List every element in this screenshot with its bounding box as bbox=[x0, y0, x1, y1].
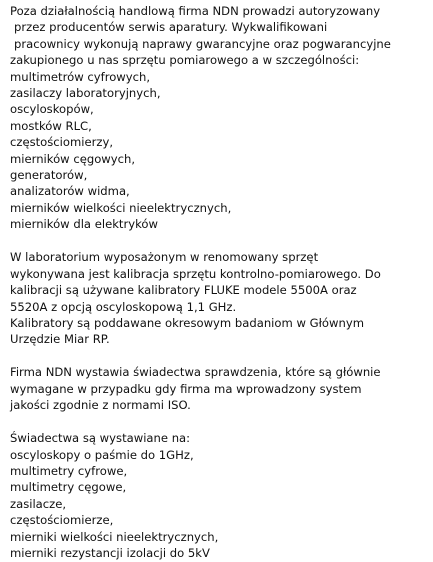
equipment-list bbox=[10, 69, 428, 233]
calibration-line: kalibracji są używane kalibratory FLUKE modele 5500A oraz bbox=[10, 283, 357, 298]
list-item: multimetry cyfrowe, bbox=[10, 463, 128, 478]
calibration-line: Urzędzie Miar RP. bbox=[10, 332, 110, 347]
calibration-paragraph bbox=[10, 249, 428, 347]
list-item: częstościomierzy, bbox=[10, 135, 114, 150]
intro-line: Poza działalnością handlową firma NDN prowadzi autoryzowany bbox=[10, 4, 381, 18]
certificates-line: wymagane w przypadku gdy firma ma wprowadzony system bbox=[10, 381, 362, 396]
list-item: zasilaczy laboratoryjnych, bbox=[10, 86, 161, 101]
calibration-line: W laboratorium wyposażonym w renomowany sprzęt bbox=[10, 250, 319, 265]
list-item: oscyloskopów, bbox=[10, 102, 94, 117]
calibration-line: 5520A z opcją oscyloskopową 1,1 GHz. bbox=[10, 299, 237, 314]
list-item: multimetry cęgowe, bbox=[10, 480, 127, 495]
intro-paragraph bbox=[10, 3, 428, 69]
issued-heading: Świadectwa są wystawiane na: bbox=[10, 431, 191, 446]
list-item: mierniki rezystancji izolacji do 5kV bbox=[10, 545, 210, 560]
intro-line: przez producentów serwis aparatury. Wykwalifikowani bbox=[14, 20, 328, 35]
list-item: mierników cęgowych, bbox=[10, 151, 136, 166]
paragraph-spacer bbox=[10, 348, 428, 365]
list-item: multimetrów cyfrowych, bbox=[10, 69, 151, 84]
paragraph-spacer bbox=[10, 233, 428, 250]
list-item: oscyloskopy o paśmie do 1GHz, bbox=[10, 447, 194, 462]
intro-line: zakupionego u nas sprzętu pomiarowego a w szczególności: bbox=[10, 53, 360, 68]
issued-section bbox=[10, 430, 428, 561]
document-body bbox=[10, 3, 428, 561]
certificates-line: Firma NDN wystawia świadectwa sprawdzenia, które są głównie bbox=[10, 365, 381, 380]
list-item: analizatorów widma, bbox=[10, 184, 130, 199]
calibration-line: wykonywana jest kalibracja sprzętu kontrolno-pomiarowego. Do bbox=[10, 266, 381, 281]
list-item: mierników wielkości nieelektrycznych, bbox=[10, 200, 232, 215]
certificates-paragraph bbox=[10, 364, 428, 413]
list-item: generatorów, bbox=[10, 168, 88, 183]
list-item: mostków RLC, bbox=[10, 118, 92, 133]
certificates-line: jakości zgodnie z normami ISO. bbox=[10, 398, 191, 413]
list-item: mierniki wielkości nieelektrycznych, bbox=[10, 529, 219, 544]
intro-line: pracownicy wykonują naprawy gwarancyjne oraz pogwarancyjne bbox=[14, 36, 391, 51]
list-item: częstościomierze, bbox=[10, 513, 114, 528]
paragraph-spacer bbox=[10, 414, 428, 431]
calibration-line: Kalibratory są poddawane okresowym badaniom w Głównym bbox=[10, 315, 364, 330]
list-item: zasilacze, bbox=[10, 496, 67, 511]
list-item: mierników dla elektryków bbox=[10, 217, 158, 232]
